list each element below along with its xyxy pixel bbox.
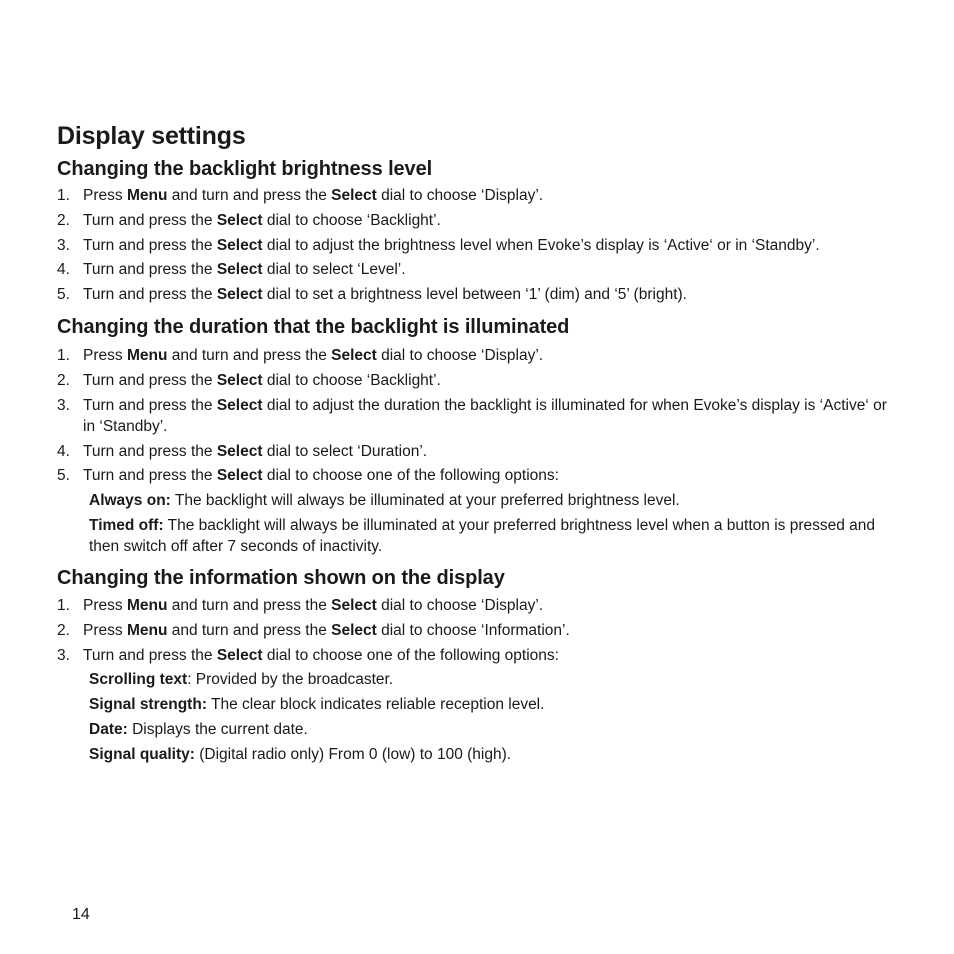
option-timed-off: Timed off: The backlight will always be illuminated at your preferred brightness level when a button is pressed and then switch off after 7 seconds of inactivity. <box>89 516 876 555</box>
list-item: 2. Press Menu and turn and press the Select dial to choose ‘Information’. <box>57 621 570 639</box>
option-signal-strength: Signal strength: The clear block indicates reliable reception level. <box>89 696 545 714</box>
list-item: 1. Press Menu and turn and press the Select dial to choose ‘Display’. <box>57 187 544 204</box>
list-item: 2. Turn and press the Select dial to choose ‘Backlight’. <box>57 371 441 389</box>
option-signal-quality: Signal quality: (Digital radio only) From 0 (low) to 100 (high). <box>89 745 512 763</box>
steps-list <box>57 595 887 666</box>
page-title: Display settings <box>57 122 246 150</box>
section-backlight-duration <box>57 314 887 557</box>
page-content <box>57 120 887 769</box>
option-scrolling-text: Scrolling text: Provided by the broadcaster. <box>89 671 394 689</box>
section-heading: Changing the information shown on the display <box>57 566 505 589</box>
list-item: 4. Turn and press the Select dial to select ‘Duration’. <box>57 442 428 460</box>
list-item: 2. Turn and press the Select dial to choose ‘Backlight’. <box>57 211 441 229</box>
list-item: 3. Turn and press the Select dial to adjust the brightness level when Evoke’s display is ‘Active‘ or in ‘Standby’. <box>57 236 820 254</box>
list-item: 4. Turn and press the Select dial to select ‘Level’. <box>57 261 406 279</box>
steps-list <box>57 345 887 486</box>
list-item: 3. Turn and press the Select dial to adjust the duration the backlight is illuminated for when Evoke’s display is ‘Active‘ or in ‘Standby’. <box>57 396 887 435</box>
section-heading: Changing the backlight brightness level <box>57 158 433 180</box>
section-display-information <box>57 565 887 765</box>
list-item: 3. Turn and press the Select dial to choose one of the following options: <box>57 646 559 664</box>
page-number: 14 <box>72 906 90 923</box>
list-item: 1. Press Menu and turn and press the Select dial to choose ‘Display’. <box>57 347 544 365</box>
list-item: 5. Turn and press the Select dial to set a brightness level between ‘1’ (dim) and ‘5’ (bright). <box>57 286 687 304</box>
section-backlight-brightness <box>57 156 887 305</box>
list-item: 5. Turn and press the Select dial to choose one of the following options: <box>57 467 559 485</box>
section-heading: Changing the duration that the backlight is illuminated <box>57 316 570 339</box>
steps-list <box>57 185 887 305</box>
option-date: Date: Displays the current date. <box>89 720 308 738</box>
option-always-on: Always on: The backlight will always be illuminated at your preferred brightness level. <box>89 492 680 510</box>
list-item: 1. Press Menu and turn and press the Select dial to choose ‘Display’. <box>57 596 544 614</box>
